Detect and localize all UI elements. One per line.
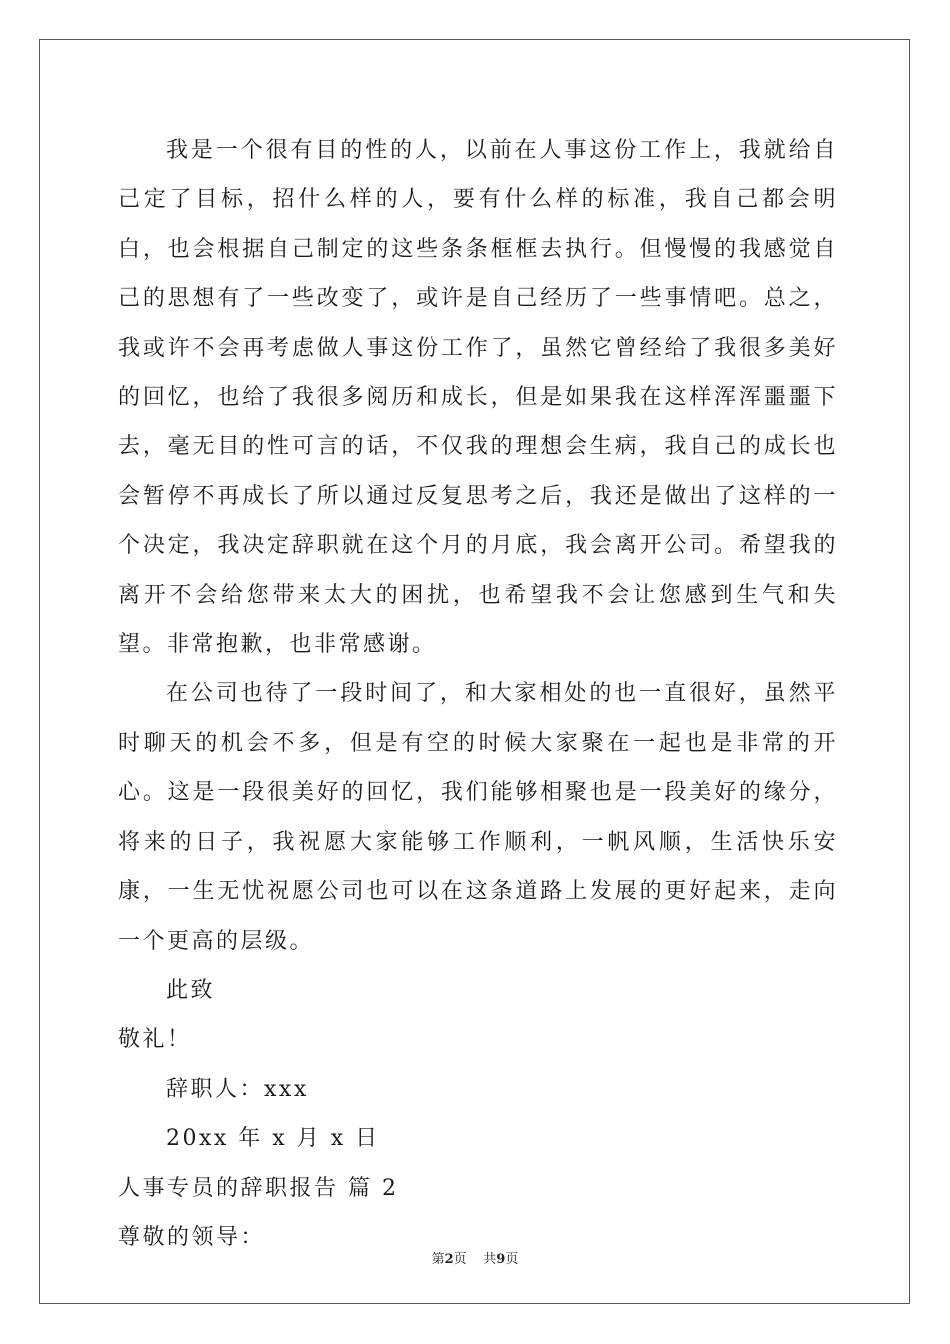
page-current: 2 <box>444 1252 454 1267</box>
paragraph-2: 在公司也待了一段时间了，和大家相处的也一直很好，虽然平时聊天的机会不多，但是有空的时候大家聚在一起也是非常的开心。这是一段很美好的回忆，我们能够相聚也是一段美好的缘分，将来的日子，我祝愿大家能够工作顺利，一帆风顺，生活快乐安康，一生无忧祝愿公司也可以在这条道路上发展的更好起来，走向一个更高的层级。 <box>118 681 838 954</box>
page-footer <box>0 1248 950 1267</box>
total-prefix: 共 <box>483 1252 497 1267</box>
document-body <box>118 126 838 1262</box>
salute-line: 敬礼！ <box>118 1027 192 1053</box>
page-total: 9 <box>496 1252 506 1267</box>
section-title: 人事专员的辞职报告 篇 2 <box>118 1175 399 1201</box>
date-line: 20xx 年 x 月 x 日 <box>166 1126 380 1152</box>
greeting-line: 尊敬的领导： <box>118 1224 266 1250</box>
paragraph-1: 我是一个很有目的性的人，以前在人事这份工作上，我就给自己定了目标，招什么样的人，要有什么样的标准，我自己都会明白，也会根据自己制定的这些条条框框去执行。但慢慢的我感觉自己的思想有了一些改变了，或许是自己经历了一些事情吧。总之，我或许不会再考虑做人事这份工作了，虽然它曾经给了我很多美好的回忆，也给了我很多阅历和成长，但是如果我在这样浑浑噩噩下去，毫无目的性可言的话，不仅我的理想会生病，我自己的成长也会暂停不再成长了所以通过反复思考之后，我还是做出了这样的一个决定，我决定辞职就在这个月的月底，我会离开公司。希望我的离开不会给您带来太大的困扰，也希望我不会让您感到生气和失望。非常抱歉，也非常感谢。 <box>118 138 838 658</box>
closing-line: 此致 <box>166 977 216 1003</box>
signer-line: 辞职人：xxx <box>166 1076 309 1102</box>
page-prefix: 第 <box>431 1252 445 1267</box>
total-suffix: 页 <box>505 1252 519 1267</box>
page-suffix: 页 <box>453 1252 467 1267</box>
